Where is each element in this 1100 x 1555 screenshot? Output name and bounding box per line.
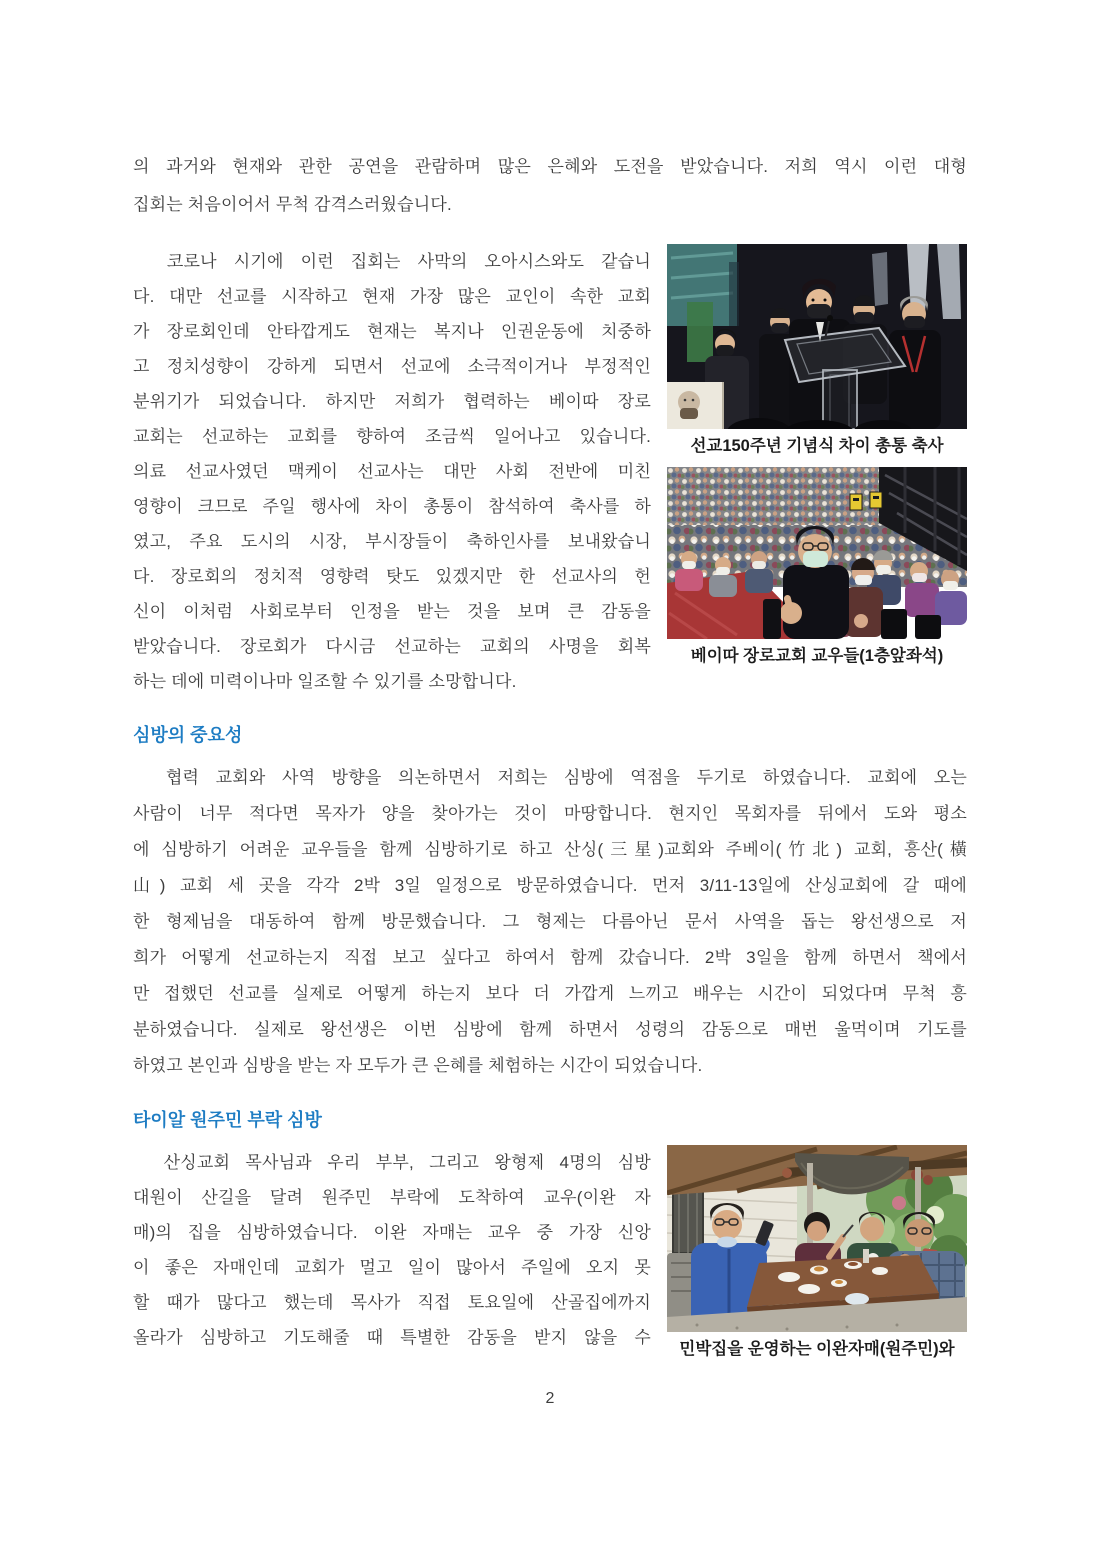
text-line: 희가 어떻게 선교하는지 직접 보고 싶다고 하여서 함께 갔습니다. 2박 3일을 함께 하면서 책에서 bbox=[133, 948, 967, 967]
visitation-paragraph bbox=[133, 760, 967, 1084]
text-line: 가 장로회인데 안타깝게도 현재는 복지나 인권운동에 치중하 bbox=[133, 322, 651, 341]
text-line: 사람이 너무 적다면 목자가 양을 찾아가는 것이 마땅합니다. 현지인 목회자를 뒤에서 도와 평소 bbox=[133, 804, 967, 823]
text-line: 하는 데에 미력이나마 일조할 수 있기를 소망합니다. bbox=[133, 672, 517, 691]
photo-congregation-crowd bbox=[667, 467, 967, 639]
text-line: 이 좋은 자매인데 교회가 멀고 일이 많아서 주일에 오지 못 bbox=[133, 1258, 651, 1277]
section-ceremony bbox=[133, 244, 967, 699]
text-line: 에 심방하기 어려운 교우들을 함께 심방하기로 하고 산싱(三星)교회와 주베이(竹北) 교회, 흥산(橫 bbox=[133, 840, 967, 859]
text-line: 다. 장로회의 정치적 영향력 탓도 있겠지만 한 선교사의 헌 bbox=[133, 567, 651, 586]
photo-ceremony-podium bbox=[667, 244, 967, 429]
text-line: 분하였습니다. 실제로 왕선생은 이번 심방에 함께 하면서 성령의 감동으로 매번 울먹이며 기도를 bbox=[133, 1020, 967, 1039]
text-line: 의 과거와 현재와 관한 공연을 관람하며 많은 은혜와 도전을 받았습니다. 저희 역시 이런 대형 bbox=[133, 157, 967, 176]
text-line: 다. 대만 선교를 시작하고 현재 가장 많은 교인이 속한 교회 bbox=[133, 287, 651, 306]
text-line: 만 접했던 선교를 실제로 어떻게 하는지 보다 더 가깝게 느끼고 배우는 시간이 되었다며 무척 흥 bbox=[133, 984, 967, 1003]
text-line: 집회는 처음이어서 무척 감격스러웠습니다. bbox=[133, 195, 452, 214]
text-line: 매)의 집을 심방하였습니다. 이완 자매는 교우 중 가장 신앙 bbox=[133, 1223, 651, 1242]
text-line: 山) 교회 세 곳을 각각 2박 3일 일정으로 방문하였습니다. 먼저 3/11-13일에 산싱교회에 갈 때에 bbox=[133, 876, 967, 895]
text-line: 교회는 선교하는 교회를 향하여 조금씩 일어나고 있습니다. bbox=[133, 427, 651, 446]
text-line: 협력 교회와 사역 방향을 의논하면서 저희는 심방에 역점을 두기로 하였습니다. 교회에 오는 bbox=[133, 768, 967, 787]
text-line: 받았습니다. 장로회가 다시금 선교하는 교회의 사명을 회복 bbox=[133, 637, 651, 656]
photo-ceremony-caption: 선교150주년 기념식 차이 총통 축사 bbox=[690, 437, 944, 455]
intro-paragraph bbox=[133, 148, 967, 224]
photo-guesthouse-caption: 민박집을 운영하는 이완자매(원주민)와 bbox=[679, 1340, 955, 1358]
text-line: 대원이 산길을 달려 원주민 부락에 도착하여 교우(이완 자 bbox=[133, 1188, 651, 1207]
photo-guesthouse-meal bbox=[667, 1145, 967, 1332]
text-line: 하였고 본인과 심방을 받는 자 모두가 큰 은혜를 체험하는 시간이 되었습니다. bbox=[133, 1056, 703, 1075]
tribal-text-column bbox=[133, 1145, 651, 1370]
ceremony-figure-column bbox=[667, 244, 967, 699]
text-line: 한 형제님을 대동하여 함께 방문했습니다. 그 형제는 다름아닌 문서 사역을 돕는 왕선생으로 저 bbox=[133, 912, 967, 931]
section-tribal-visit bbox=[133, 1145, 967, 1370]
text-line: 산싱교회 목사님과 우리 부부, 그리고 왕형제 4명의 심방 bbox=[133, 1153, 651, 1172]
text-line: 신이 이처럼 사회로부터 인정을 받는 것을 보며 큰 감동을 bbox=[133, 602, 651, 621]
ceremony-text-column bbox=[133, 244, 651, 699]
section-heading-visitation: 심방의 중요성 bbox=[133, 725, 243, 745]
text-line: 영향이 크므로 주일 행사에 차이 총통이 참석하여 축사를 하 bbox=[133, 497, 651, 516]
text-line: 의료 선교사였던 맥케이 선교사는 대만 사회 전반에 미친 bbox=[133, 462, 651, 481]
photo-congregation-caption: 베이따 장로교회 교우들(1층앞좌석) bbox=[690, 647, 944, 665]
tribal-figure-column bbox=[667, 1145, 967, 1370]
section-heading-tribal-visit: 타이알 원주민 부락 심방 bbox=[133, 1110, 322, 1130]
text-line: 코로나 시기에 이런 집회는 사막의 오아시스와도 같습니 bbox=[133, 252, 651, 271]
text-line: 할 때가 많다고 했는데 목사가 직접 토요일에 산골집에까지 bbox=[133, 1293, 651, 1312]
text-line: 분위기가 되었습니다. 하지만 저희가 협력하는 베이따 장로 bbox=[133, 392, 651, 411]
page-number: 2 bbox=[545, 1390, 555, 1407]
text-line: 고 정치성향이 강하게 되면서 선교에 소극적이거나 부정적인 bbox=[133, 357, 651, 376]
text-line: 올라가 심방하고 기도해줄 때 특별한 감동을 받지 않을 수 bbox=[133, 1328, 651, 1347]
text-line: 였고, 주요 도시의 시장, 부시장들이 축하인사를 보내왔습니 bbox=[133, 532, 651, 551]
